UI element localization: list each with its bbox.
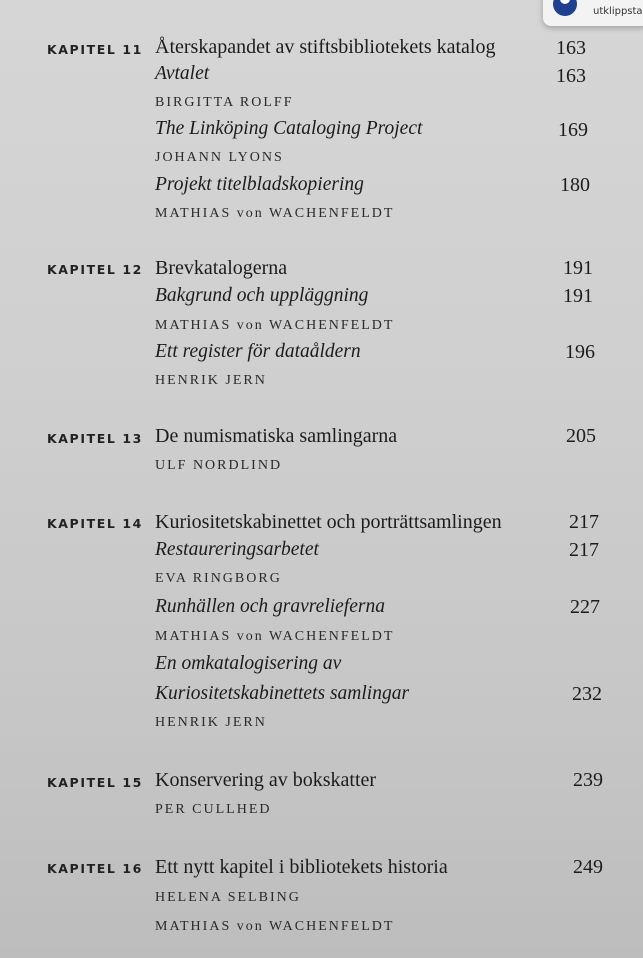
page-number: 191 <box>563 257 593 279</box>
author: MATHIAS von WACHENFELDT <box>155 206 395 221</box>
page-number: 232 <box>572 683 602 705</box>
author: MATHIAS von WACHENFELDT <box>155 318 395 333</box>
author: BIRGITTA ROLFF <box>155 95 294 110</box>
page-number: 169 <box>558 119 588 141</box>
section-title-line2: Kuriositetskabinettets samlingar <box>155 683 410 704</box>
chapter-title: De numismatiska samlingarna <box>155 425 398 447</box>
chapter-title: Återskapandet av stiftsbibliotekets katalog <box>155 36 496 58</box>
notification-text: utklippsta <box>593 6 643 17</box>
chapter-title: Ett nytt kapitel i bibliotekets historia <box>155 856 448 878</box>
page-number: 180 <box>560 174 590 196</box>
page-number: 227 <box>570 596 600 618</box>
author: PER CULLHED <box>155 802 272 817</box>
snipping-tool-icon <box>553 0 577 16</box>
author: HELENA SELBING <box>155 890 301 905</box>
section-title: Runhällen och gravrelieferna <box>155 596 385 617</box>
author: ULF NORDLIND <box>155 458 283 473</box>
section-title: The Linköping Cataloging Project <box>155 118 423 139</box>
chapter-title: Brevkatalogerna <box>155 257 288 279</box>
section-title: Restaureringsarbetet <box>155 539 319 560</box>
author: MATHIAS von WACHENFELDT <box>155 919 395 934</box>
page-number: 217 <box>569 539 599 561</box>
chapter-label: KAPITEL 11 <box>47 42 143 57</box>
chapter-label: KAPITEL 16 <box>47 861 143 876</box>
section-title: Projekt titelbladskopiering <box>155 174 364 195</box>
author: EVA RINGBORG <box>155 571 282 586</box>
chapter-label: KAPITEL 14 <box>47 516 143 531</box>
chapter-title: Kuriositetskabinettet och porträttsamlingen <box>155 511 502 533</box>
page-number: 163 <box>556 65 586 87</box>
page-number: 239 <box>573 769 603 791</box>
chapter-label: KAPITEL 13 <box>47 431 143 446</box>
notification-toast[interactable] <box>543 0 643 26</box>
author: JOHANN LYONS <box>155 150 284 165</box>
chapter-label: KAPITEL 12 <box>47 262 143 277</box>
section-title-line1: En omkatalogisering av <box>155 653 342 674</box>
author: HENRIK JERN <box>155 715 267 730</box>
author: HENRIK JERN <box>155 373 267 388</box>
chapter-label: KAPITEL 15 <box>47 775 143 790</box>
page-number: 163 <box>556 37 586 59</box>
page-number: 205 <box>566 425 596 447</box>
page-number: 217 <box>569 511 599 533</box>
chapter-title: Konservering av bokskatter <box>155 769 377 791</box>
page-number: 191 <box>563 285 593 307</box>
section-title: Avtalet <box>155 63 210 84</box>
page-number: 196 <box>565 341 595 363</box>
section-title: Ett register för dataåldern <box>155 341 361 362</box>
page-number: 249 <box>573 856 603 878</box>
section-title: Bakgrund och uppläggning <box>155 285 369 306</box>
author: MATHIAS von WACHENFELDT <box>155 629 395 644</box>
